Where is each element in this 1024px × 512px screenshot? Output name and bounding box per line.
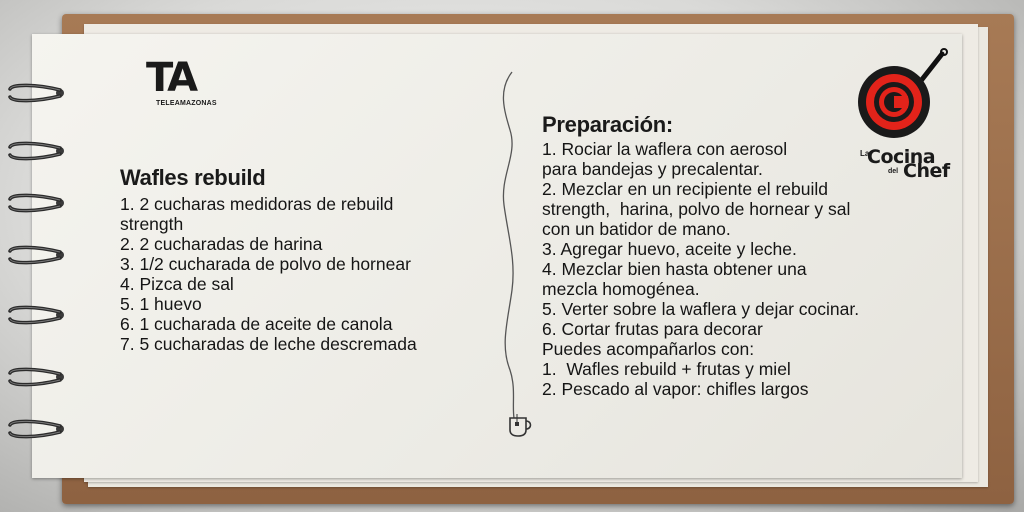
step-line: 4. Mezclar bien hasta obtener una: [542, 259, 807, 279]
step-line: con un batidor de mano.: [542, 219, 731, 239]
logo-word-chef: Chef: [903, 160, 950, 182]
step-line: 6. Cortar frutas para decorar: [542, 319, 763, 339]
step-line: Puedes acompañarlos con:: [542, 339, 755, 359]
ingredient-line: 4. Pizca de sal: [120, 274, 234, 294]
ingredient-line: 7. 5 cucharadas de leche descremada: [120, 334, 417, 354]
wavy-divider-line: [490, 70, 530, 420]
ingredients-list: [120, 194, 480, 354]
binding-ring-icon: [6, 78, 68, 108]
step-line: strength, harina, polvo de hornear y sal: [542, 199, 851, 219]
teleamazonas-logo: [146, 55, 226, 110]
la-cocina-del-chef-logo: [854, 48, 954, 188]
binding-ring-icon: [6, 362, 68, 392]
logo-wordmark: TELEAMAZONAS: [156, 100, 217, 107]
step-line: mezcla homogénea.: [542, 279, 700, 299]
recipe-title: Wafles rebuild: [120, 165, 266, 190]
logo-word-la: La: [860, 149, 870, 158]
logo-word-del: del: [888, 168, 899, 175]
ingredient-line: 5. 1 huevo: [120, 294, 202, 314]
step-line: para bandejas y precalentar.: [542, 159, 763, 179]
binding-ring-icon: [6, 240, 68, 270]
binding-ring-icon: [6, 300, 68, 330]
binding-ring-icon: [6, 136, 68, 166]
ingredient-line: 2. 2 cucharadas de harina: [120, 234, 323, 254]
step-line: 2. Mezclar en un recipiente el rebuild: [542, 179, 828, 199]
step-line: 1. Rociar la waflera con aerosol: [542, 139, 788, 159]
step-line: 5. Verter sobre la waflera y dejar cocinar.: [542, 299, 860, 319]
step-line: 2. Pescado al vapor: chifles largos: [542, 379, 809, 399]
logo-letters: TA: [146, 55, 196, 101]
ingredient-line: 6. 1 cucharada de aceite de canola: [120, 314, 393, 334]
binding-ring-icon: [6, 414, 68, 444]
ingredient-line: strength: [120, 214, 184, 234]
step-line: 1. Wafles rebuild + frutas y miel: [542, 359, 791, 379]
ingredient-line: 3. 1/2 cucharada de polvo de hornear: [120, 254, 411, 274]
tea-cup-icon: [506, 412, 536, 438]
preparation-title: Preparación:: [542, 112, 673, 137]
step-line: 3. Agregar huevo, aceite y leche.: [542, 239, 797, 259]
logo-word-cocina: Cocina: [867, 146, 936, 168]
ingredient-line: 1. 2 cucharas medidoras de rebuild: [120, 194, 394, 214]
binding-ring-icon: [6, 188, 68, 218]
frying-pan-icon: [854, 48, 954, 148]
